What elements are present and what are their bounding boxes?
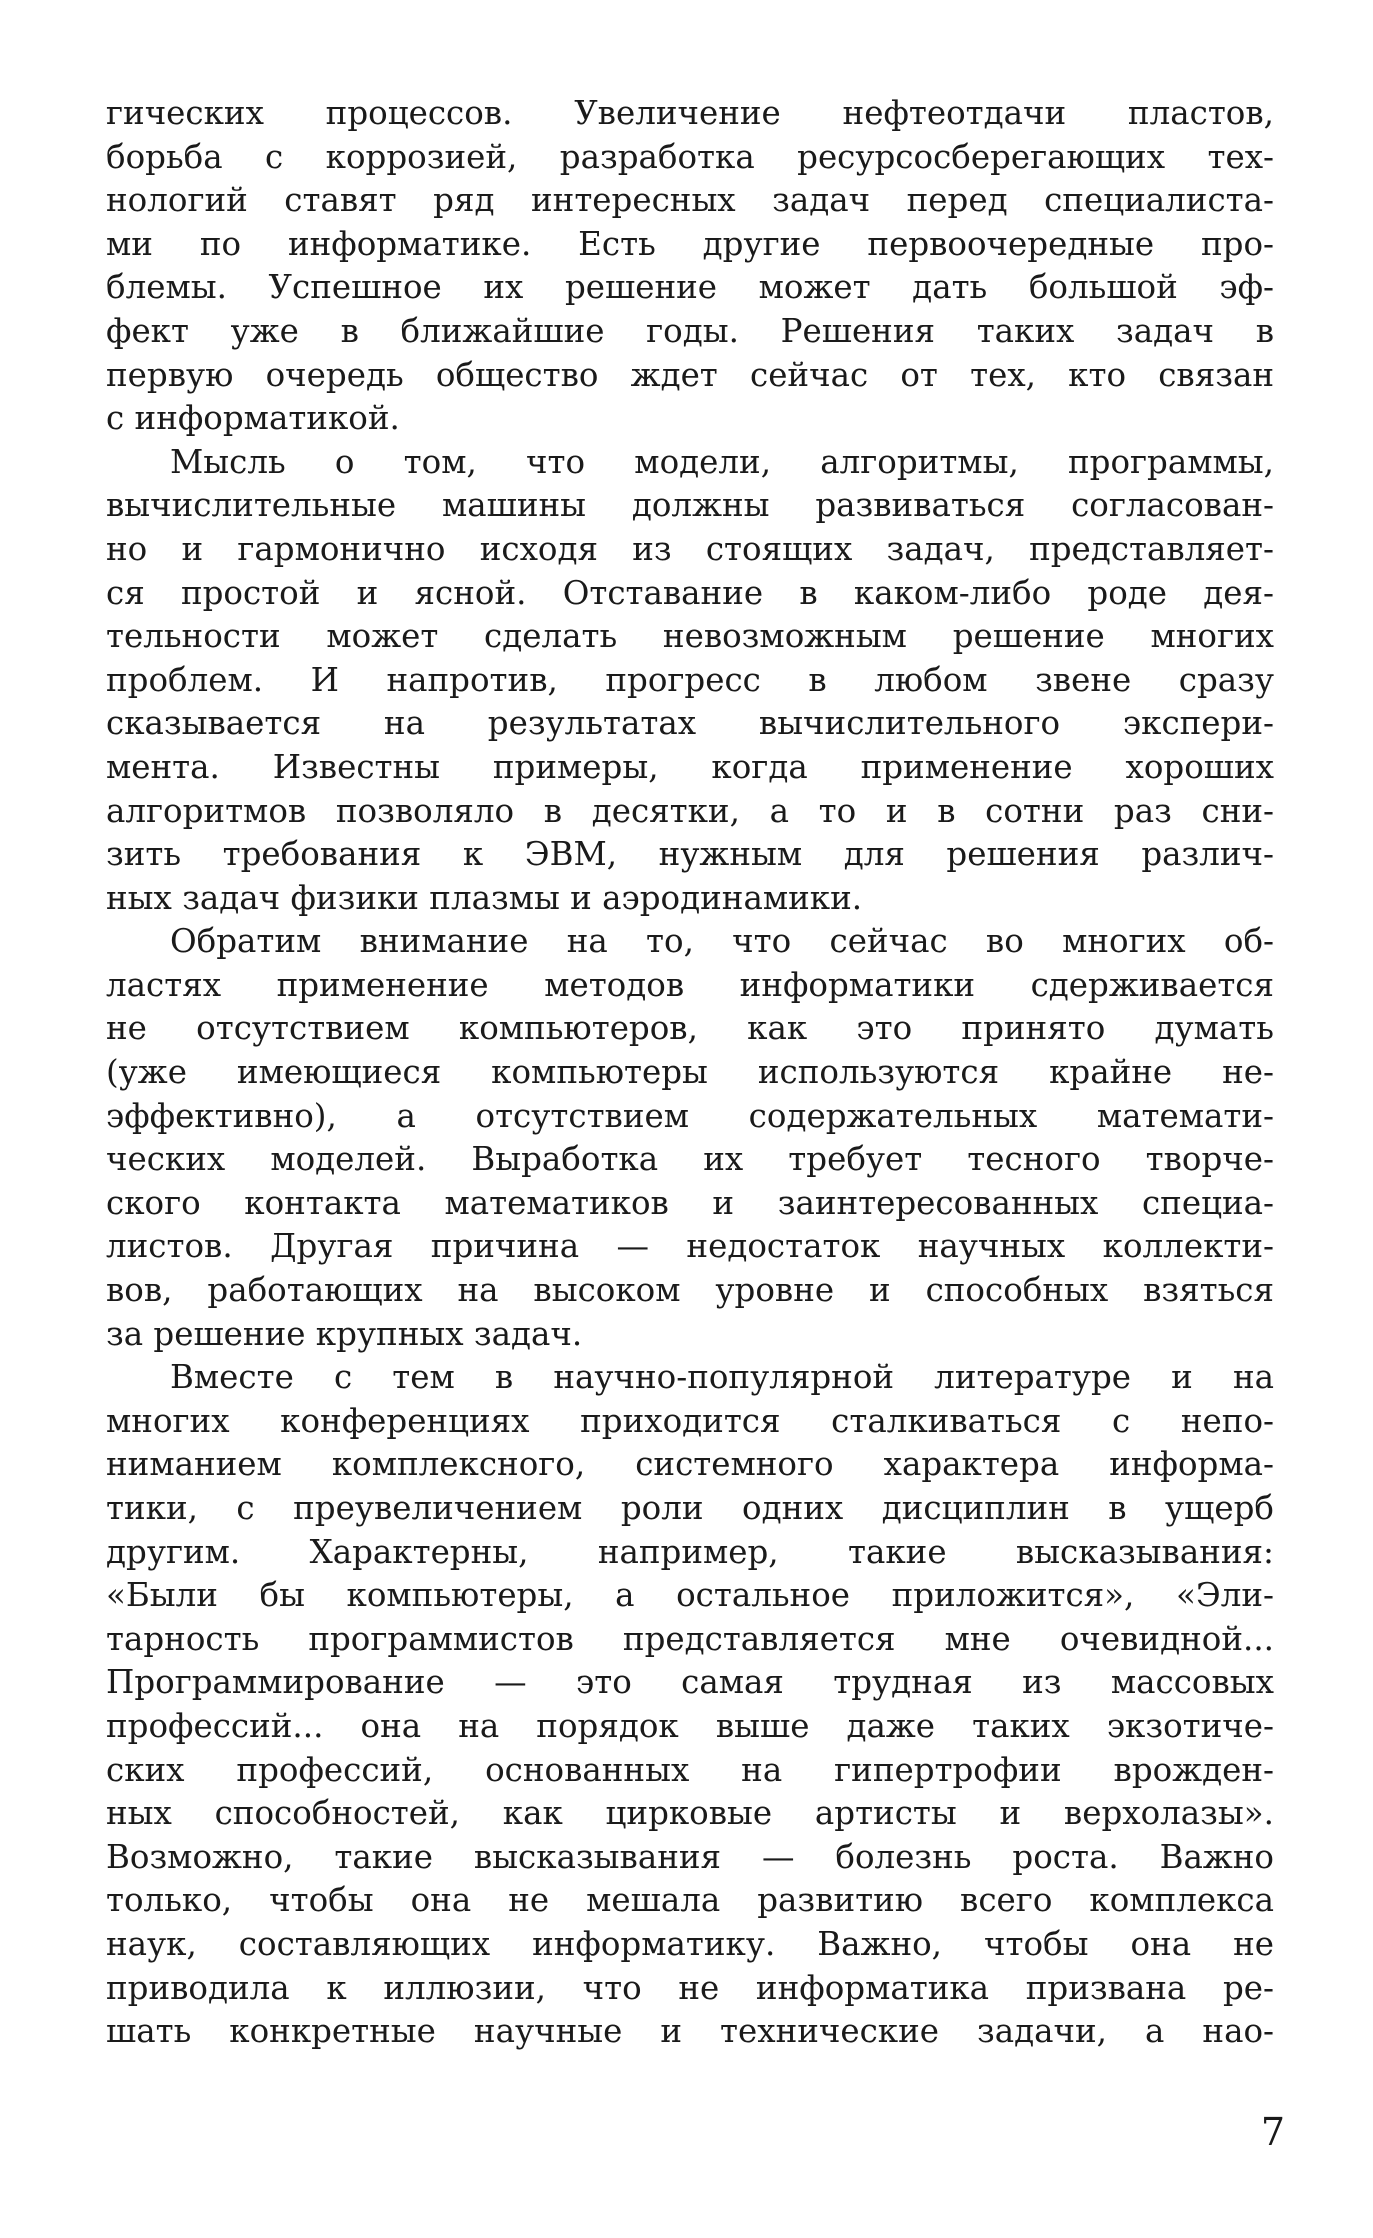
text-line: ми по информатике. Есть другие первоочередные про- bbox=[106, 224, 1274, 263]
text-line: приводила к иллюзии, что не информатика призвана ре- bbox=[106, 1968, 1274, 2007]
paragraph bbox=[106, 1356, 1274, 2054]
text-line: мента. Известны примеры, когда применение хороших bbox=[106, 747, 1274, 786]
text-line: ных способностей, как цирковые артисты и верхолазы». bbox=[106, 1794, 1274, 1833]
text-line: проблем. И напротив, прогресс в любом звене сразу bbox=[106, 660, 1274, 699]
text-line: ческих моделей. Выработка их требует тесного творче- bbox=[106, 1140, 1274, 1179]
text-line: ся простой и ясной. Отставание в каком-либо роде дея- bbox=[106, 573, 1274, 612]
page-number: 7 bbox=[1260, 2110, 1285, 2154]
text-line: «Были бы компьютеры, а остальное приложится», «Эли- bbox=[106, 1576, 1274, 1615]
text-line: ластях применение методов информатики сдерживается bbox=[106, 965, 1274, 1004]
text-line: вов, работающих на высоком уровне и способных взяться bbox=[106, 1271, 1274, 1310]
text-line: Мысль о том, что модели, алгоритмы, программы, bbox=[170, 442, 1274, 481]
text-line: только, чтобы она не мешала развитию всего комплекса bbox=[106, 1881, 1274, 1920]
text-line: зить требования к ЭВМ, нужным для решения различ- bbox=[106, 835, 1274, 874]
text-line: нологий ставят ряд интересных задач перед специалиста- bbox=[106, 181, 1274, 220]
paragraph bbox=[106, 441, 1274, 921]
text-line: вычислительные машины должны развиваться согласован- bbox=[106, 486, 1274, 525]
text-line: профессий... она на порядок выше даже таких экзотиче- bbox=[106, 1706, 1274, 1745]
text-line: Программирование — это самая трудная из массовых bbox=[106, 1663, 1274, 1702]
text-line: фект уже в ближайшие годы. Решения таких задач в bbox=[106, 311, 1274, 350]
text-line: блемы. Успешное их решение может дать большой эф- bbox=[106, 268, 1274, 307]
body-text bbox=[106, 92, 1274, 2054]
text-line: Обратим внимание на то, что сейчас во многих об- bbox=[170, 922, 1274, 961]
text-line: ниманием комплексного, системного характера информа- bbox=[106, 1445, 1274, 1484]
text-line: листов. Другая причина — недостаток научных коллекти- bbox=[106, 1227, 1274, 1266]
text-line: тики, с преувеличением роли одних дисциплин в ущерб bbox=[106, 1489, 1274, 1527]
text-line: эффективно), а отсутствием содержательных математи- bbox=[106, 1096, 1274, 1135]
text-line: Возможно, такие высказывания — болезнь роста. Важно bbox=[106, 1837, 1274, 1876]
text-line: первую очередь общество ждет сейчас от тех, кто связан bbox=[106, 355, 1274, 394]
text-line: наук, составляющих информатику. Важно, чтобы она не bbox=[106, 1924, 1274, 1963]
text-line: за решение крупных задач. bbox=[106, 1314, 583, 1353]
text-line: борьба с коррозией, разработка ресурсосберегающих тех- bbox=[106, 137, 1274, 176]
paragraph bbox=[106, 92, 1274, 441]
text-line: не отсутствием компьютеров, как это принято думать bbox=[106, 1009, 1274, 1048]
text-line: шать конкретные научные и технические задачи, а нао- bbox=[106, 2012, 1274, 2051]
text-line: Вместе с тем в научно-популярной литературе и на bbox=[170, 1358, 1274, 1397]
text-line: но и гармонично исходя из стоящих задач, представляет- bbox=[106, 529, 1274, 568]
paragraph bbox=[106, 920, 1274, 1356]
text-line: с информатикой. bbox=[106, 399, 400, 438]
text-line: ных задач физики плазмы и аэродинамики. bbox=[106, 878, 863, 917]
text-line: другим. Характерны, например, такие высказывания: bbox=[106, 1532, 1274, 1571]
text-line: тельности может сделать невозможным решение многих bbox=[106, 617, 1274, 656]
text-line: гических процессов. Увеличение нефтеотдачи пластов, bbox=[106, 94, 1274, 132]
text-line: сказывается на результатах вычислительного экспери- bbox=[106, 704, 1274, 743]
text-line: тарность программистов представляется мне очевидной... bbox=[106, 1619, 1274, 1658]
text-line: ских профессий, основанных на гипертрофии врожден- bbox=[106, 1750, 1274, 1789]
text-line: многих конференциях приходится сталкиваться с непо- bbox=[106, 1401, 1274, 1440]
text-line: ского контакта математиков и заинтересованных специа- bbox=[106, 1183, 1274, 1222]
text-line: (уже имеющиеся компьютеры используются крайне не- bbox=[106, 1053, 1274, 1092]
text-line: алгоритмов позволяло в десятки, а то и в сотни раз сни- bbox=[106, 791, 1274, 830]
